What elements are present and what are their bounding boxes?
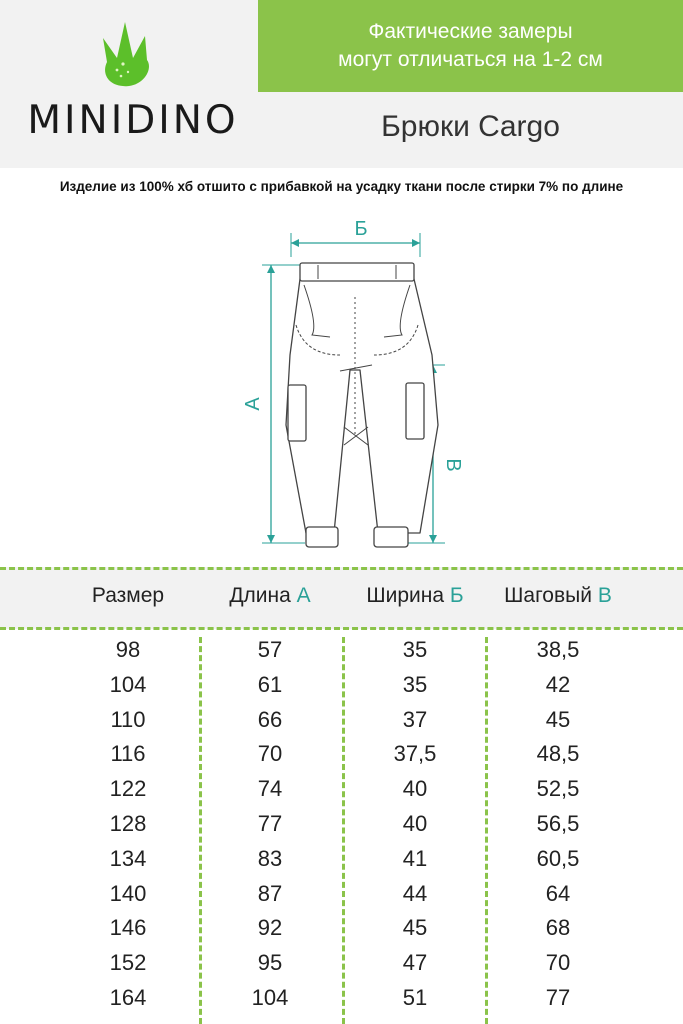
- cell-width: 40: [402, 811, 428, 836]
- header-size: Размер: [91, 584, 165, 607]
- cell-width: 45: [402, 915, 428, 941]
- cell-inseam: 45: [545, 706, 571, 732]
- table-header-divider: [0, 627, 683, 630]
- cell-inseam: 68: [545, 915, 571, 941]
- cell-inseam: 38,5: [536, 637, 580, 662]
- cell-width: 37: [402, 706, 428, 732]
- header-inseam-mark: В: [597, 584, 612, 607]
- cell-size: 140: [109, 880, 147, 906]
- cell-width: 51: [402, 985, 428, 1010]
- header-inseam: Шаговый В: [504, 584, 612, 607]
- cell-size: 110: [110, 706, 146, 732]
- cell-size: 122: [109, 776, 147, 802]
- cell-length: 95: [257, 950, 283, 976]
- cell-inseam: 52,5: [536, 776, 580, 802]
- table-top-divider: [0, 567, 683, 570]
- fabric-note: Изделие из 100% хб отшито с прибавкой на усадку ткани после стирки 7% по длине: [59, 179, 624, 194]
- label-b: Б: [354, 218, 368, 240]
- note-line-2: могут отличаться на 1-2 см: [338, 48, 603, 71]
- note-line-1: Фактические замеры: [368, 20, 573, 43]
- cell-inseam: 64: [545, 880, 571, 906]
- cell-length: 83: [257, 845, 283, 871]
- header-length: Длина А: [229, 584, 311, 607]
- cell-length: 74: [257, 776, 283, 802]
- table-row: [0, 707, 683, 741]
- pants-sketch: [286, 263, 438, 547]
- table-row: [0, 985, 683, 1019]
- size-table: [0, 567, 683, 1024]
- brand-logo: [0, 0, 258, 168]
- header-width: Ширина Б: [366, 584, 464, 607]
- cell-inseam: 77: [545, 985, 571, 1010]
- cell-length: 70: [257, 741, 283, 767]
- cell-size: 98: [115, 637, 141, 662]
- label-a: А: [242, 397, 264, 411]
- cell-inseam: 70: [545, 950, 571, 976]
- cell-inseam: 56,5: [536, 811, 580, 836]
- cell-length: 77: [257, 811, 283, 836]
- table-row: [0, 950, 683, 984]
- cell-length: 92: [257, 915, 283, 941]
- table-row: [0, 776, 683, 810]
- brand-name: MINIDINO: [27, 98, 239, 143]
- table-row: [0, 915, 683, 949]
- cell-width: 47: [402, 950, 428, 976]
- table-row: [0, 672, 683, 706]
- pants-diagram: [0, 205, 683, 555]
- cell-size: 116: [110, 741, 146, 767]
- table-row: [0, 811, 683, 845]
- cell-width: 35: [402, 637, 428, 662]
- cell-length: 57: [257, 637, 283, 662]
- header-width-mark: Б: [449, 584, 464, 607]
- header-length-mark: А: [296, 584, 311, 607]
- dino-sprout-icon: [95, 18, 165, 90]
- label-v: В: [442, 458, 464, 472]
- table-row: [0, 637, 683, 671]
- measurement-note: [258, 0, 683, 92]
- cell-width: 41: [402, 845, 428, 871]
- cell-inseam: 60,5: [536, 845, 580, 871]
- cell-width: 44: [402, 880, 428, 906]
- cell-width: 35: [402, 671, 428, 697]
- cell-size: 128: [109, 811, 147, 836]
- table-row: [0, 846, 683, 880]
- cell-length: 66: [257, 706, 283, 732]
- cell-width: 40: [402, 776, 428, 802]
- cell-length: 104: [251, 985, 289, 1010]
- cell-size: 146: [109, 915, 147, 941]
- cell-size: 134: [109, 845, 147, 871]
- table-row: [0, 741, 683, 775]
- cell-inseam: 48,5: [536, 741, 580, 767]
- cell-length: 87: [257, 880, 283, 906]
- table-row: [0, 881, 683, 915]
- cell-width: 37,5: [393, 741, 437, 767]
- cell-inseam: 42: [545, 671, 571, 697]
- product-title: Брюки Cargo: [381, 110, 560, 143]
- cell-size: 104: [109, 671, 147, 697]
- cell-size: 164: [109, 985, 147, 1010]
- cell-size: 152: [109, 950, 147, 976]
- cell-length: 61: [257, 671, 283, 697]
